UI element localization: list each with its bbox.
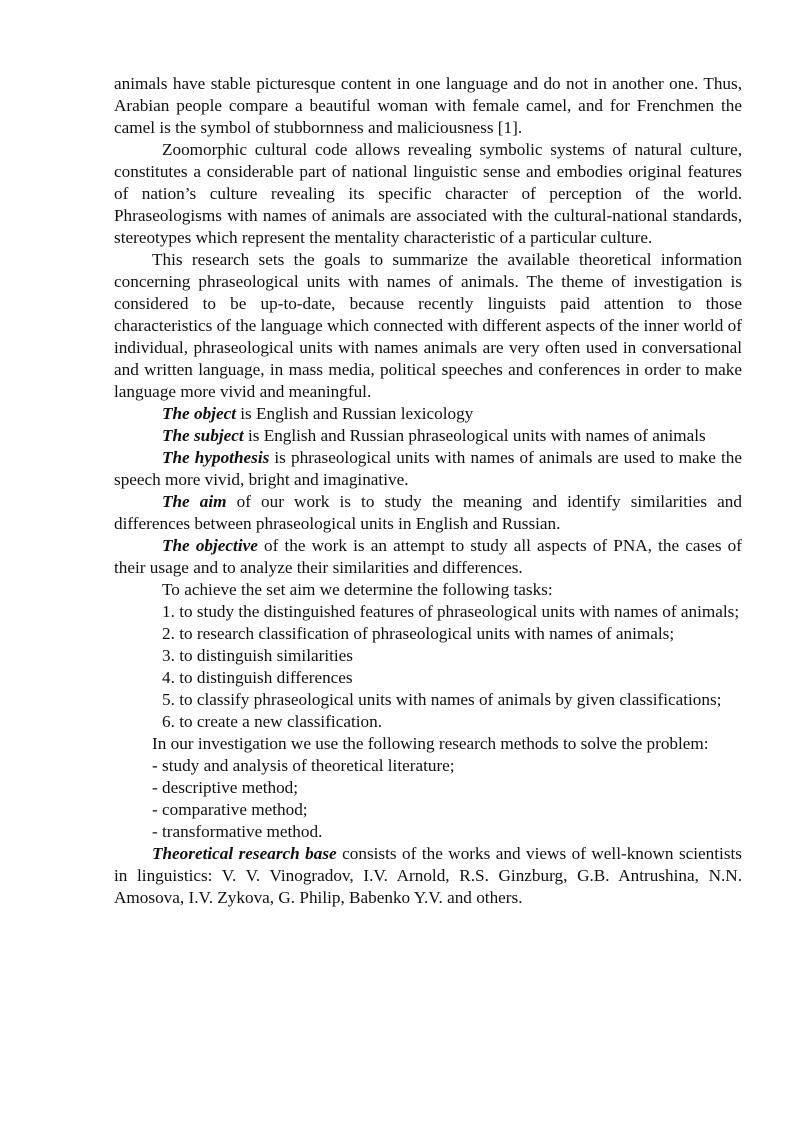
term-aim: The aim [162, 492, 227, 511]
task-item-6: 6. to create a new classification. [162, 712, 382, 731]
definition-objective [114, 535, 742, 579]
term-objective: The objective [162, 536, 258, 555]
text-object: is English and Russian lexicology [235, 404, 474, 423]
text-subject: is English and Russian phraseological units with names of animals [243, 426, 706, 445]
definition-subject [114, 425, 742, 447]
definition-hypothesis [114, 447, 742, 491]
task-item-5: 5. to classify phraseological units with names of animals by given classifications; [162, 690, 722, 709]
term-theoretical-base: Theoretical research base [152, 844, 337, 863]
text-objective: of the work is an attempt to study all aspects of PNA, the cases of their usage and to analyze their similarities and differences. [114, 536, 743, 577]
theoretical-base [114, 843, 742, 909]
task-item-1: 1. to study the distinguished features of phraseological units with names of animals; [162, 602, 740, 621]
tasks-intro: To achieve the set aim we determine the following tasks: [162, 580, 553, 599]
definition-aim [114, 491, 742, 535]
term-object: The object [162, 404, 236, 423]
definition-object [114, 403, 742, 425]
method-item-4: - transformative method. [152, 822, 323, 841]
term-hypothesis: The hypothesis [162, 448, 270, 467]
task-item-4: 4. to distinguish differences [162, 668, 353, 687]
task-item-2: 2. to research classification of phraseological units with names of animals; [162, 624, 675, 643]
text-aim: of our work is to study the meaning and identify similarities and differences between phraseological units in English and Russian. [114, 492, 742, 533]
task-item-3: 3. to distinguish similarities [162, 646, 353, 665]
method-item-2: - descriptive method; [152, 778, 299, 797]
methods-intro: In our investigation we use the following research methods to solve the problem: [152, 734, 709, 753]
text-theoretical-base: consists of the works and views of well-known scientists in linguistics: V. V. Vinogradov, I.V. Arnold, R.S. Ginzburg, G.B. Antrushina, N.N. Amosova, I.V. Zykova, G. Philip, Babenko Y.V. and others. [114, 844, 742, 907]
method-item-3: - comparative method; [152, 800, 308, 819]
text-hypothesis: is phraseological units with names of animals are used to make the speech more vivid, bright and imaginative. [114, 448, 742, 489]
paragraph-intro: animals have stable picturesque content in one language and do not in another one. Thus, Arabian people compare a beautiful woman with female camel, and for Frenchmen the camel is the symbol of stubbornness and maliciousness [1]. [114, 74, 742, 137]
term-subject: The subject [162, 426, 244, 445]
method-item-1: - study and analysis of theoretical literature; [152, 756, 455, 775]
paragraph-research-goals: This research sets the goals to summarize the available theoretical information concerning phraseological units with names of animals. The theme of investigation is considered to be up-to-date, because recently linguists paid attention to those characteristics of the language which connected with different aspects of the inner world of individual, phraseological units with names animals are very often used in conversational and written language, in mass media, political speeches and conferences in order to make language more vivid and meaningful. [114, 250, 742, 401]
paragraph-zoomorphic-code: Zoomorphic cultural code allows revealing symbolic systems of natural culture, constitutes a considerable part of national linguistic sense and embodies original features of nation’s culture revealing its specific character of perception of the world. Phraseologisms with names of animals are associated with the cultural-national standards, stereotypes which represent the mentality characteristic of a particular culture. [114, 140, 742, 247]
